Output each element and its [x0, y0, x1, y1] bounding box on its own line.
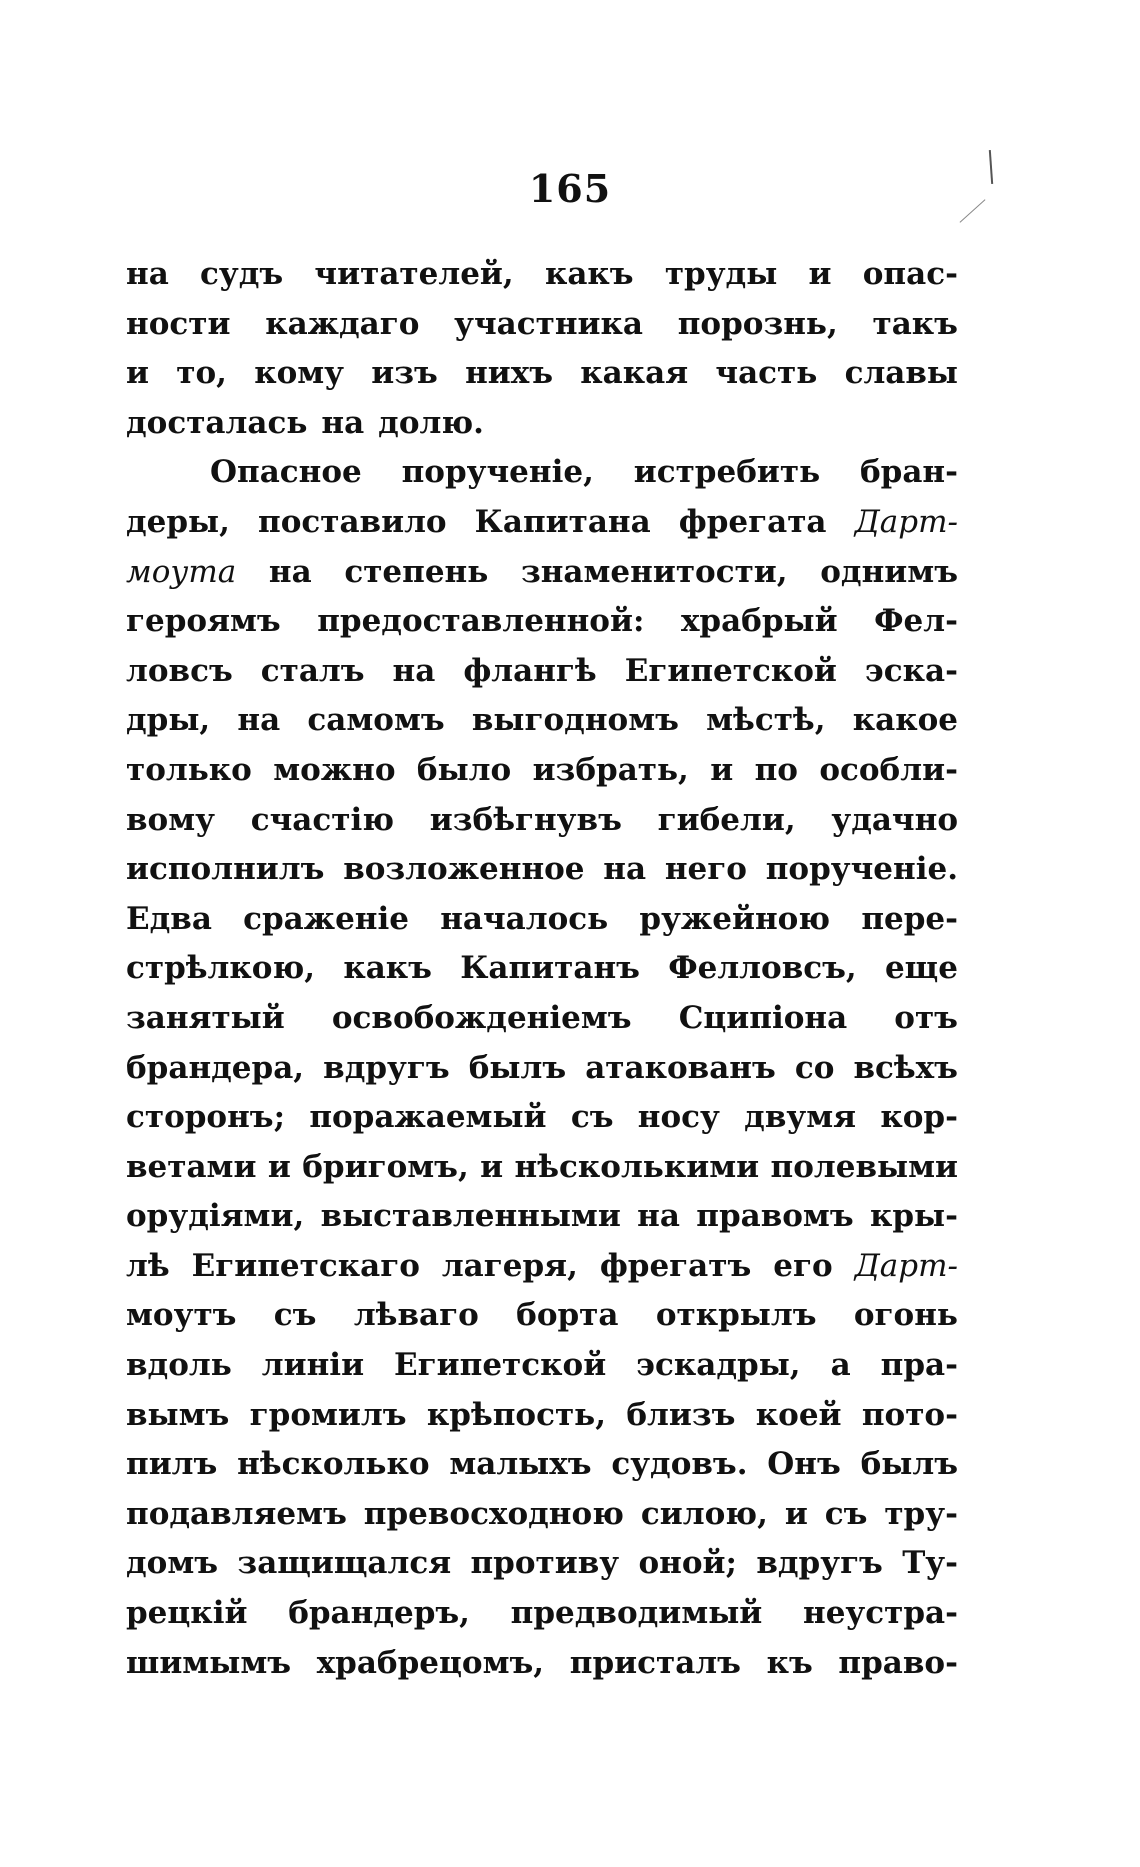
word: на — [392, 652, 436, 689]
word: орудіями, — [126, 1198, 305, 1235]
word: кор- — [880, 1099, 958, 1136]
word: какое — [852, 702, 958, 739]
word: лѣваго — [353, 1297, 479, 1334]
word: пото- — [861, 1396, 958, 1433]
word: и — [267, 1148, 291, 1185]
text-line — [126, 1143, 958, 1193]
word: однимъ — [820, 553, 958, 590]
word: малыхъ — [449, 1446, 592, 1483]
word: пилъ — [126, 1446, 218, 1483]
text-line — [126, 399, 958, 449]
word: опас- — [862, 256, 958, 292]
text-line — [126, 1589, 958, 1639]
word: какая — [580, 355, 689, 392]
word: дры, — [126, 702, 211, 739]
word: шимымъ — [126, 1644, 292, 1681]
word: только — [126, 751, 252, 788]
word: на — [637, 1198, 680, 1235]
word: оной; — [638, 1545, 737, 1582]
word: порученіе. — [765, 851, 958, 888]
word: долю. — [378, 404, 484, 441]
word: труды — [664, 256, 778, 292]
text-line — [126, 994, 958, 1044]
word: Египетской — [394, 1347, 607, 1384]
word: Фелловсъ, — [668, 950, 857, 987]
word: на — [603, 851, 647, 888]
word: носу — [637, 1099, 720, 1136]
word: ловсъ — [126, 652, 233, 689]
text-line — [126, 1391, 958, 1441]
text-line — [126, 548, 958, 598]
word: фрегатъ — [599, 1247, 752, 1284]
word: эска- — [864, 652, 958, 689]
word: порознь, — [677, 305, 838, 342]
word: судъ — [200, 256, 284, 292]
text-line — [126, 1291, 958, 1341]
word: самомъ — [307, 702, 445, 739]
word: и — [480, 1148, 504, 1185]
word: атакованъ — [585, 1049, 776, 1086]
word: огонь — [853, 1297, 958, 1334]
word: каждаго — [265, 305, 420, 342]
word: еще — [884, 950, 958, 987]
word: читателей, — [314, 256, 514, 292]
word: ружейною — [639, 900, 831, 937]
word: правомъ — [696, 1198, 854, 1235]
word: какъ — [544, 256, 634, 292]
word: рецкій — [126, 1595, 248, 1632]
text-line — [126, 944, 958, 994]
text-line — [126, 250, 958, 300]
word: ветами — [126, 1148, 257, 1185]
text-line — [126, 349, 958, 399]
body-text — [126, 250, 958, 1688]
word: Сципіона — [678, 999, 848, 1036]
word: превосходною — [363, 1495, 624, 1532]
word: сталъ — [260, 652, 365, 689]
word: крѣпость, — [426, 1396, 607, 1433]
word: подавляемъ — [126, 1495, 347, 1532]
text-line — [126, 498, 958, 548]
word: фрегата — [678, 503, 827, 540]
word: Опасное — [210, 454, 362, 491]
word: занятый — [126, 999, 285, 1036]
word: деры, — [126, 503, 230, 540]
word: громилъ — [249, 1396, 407, 1433]
word: счастію — [250, 801, 395, 838]
word: храбрый — [680, 603, 838, 640]
word: на — [268, 553, 312, 590]
word: флангѣ — [463, 652, 597, 689]
word: избѣгнувъ — [429, 801, 622, 838]
word: выставленными — [320, 1198, 621, 1235]
word: защищался — [237, 1545, 452, 1582]
word: нихъ — [465, 355, 554, 392]
word: какъ — [343, 950, 432, 987]
text-line — [126, 1490, 958, 1540]
word: выгодномъ — [471, 702, 679, 739]
word: поражаемый — [309, 1099, 547, 1136]
word: ности — [126, 305, 231, 342]
word: можно — [273, 751, 396, 788]
word: возложенное — [343, 851, 585, 888]
word: отъ — [894, 999, 958, 1036]
word: него — [664, 851, 747, 888]
word: къ — [766, 1644, 813, 1681]
word: кому — [254, 355, 345, 392]
word: пра- — [880, 1347, 958, 1384]
word: противу — [470, 1545, 620, 1582]
word: изъ — [371, 355, 438, 392]
text-line — [126, 1192, 958, 1242]
word: Египетской — [624, 652, 837, 689]
text-line — [126, 597, 958, 647]
word: досталась — [126, 404, 308, 441]
word: и — [808, 256, 832, 292]
word: предоставленной: — [317, 603, 645, 640]
word: гибели, — [657, 801, 796, 838]
word: храбрецомъ, — [316, 1644, 545, 1681]
text-line — [126, 1341, 958, 1391]
word: на — [126, 256, 169, 292]
word: знаменитости, — [520, 553, 788, 590]
word: славы — [844, 355, 958, 392]
word: бран- — [859, 454, 958, 491]
text-line — [126, 647, 958, 697]
word: освобожденіемъ — [331, 999, 632, 1036]
page-number: 165 — [528, 166, 612, 211]
word: вдругъ — [323, 1049, 450, 1086]
word: лѣ — [126, 1247, 170, 1284]
text-line — [126, 1242, 958, 1292]
word: его — [773, 1247, 833, 1284]
word: былъ — [468, 1049, 567, 1086]
word: нѣсколькими — [514, 1148, 760, 1185]
word: силою, — [640, 1495, 768, 1532]
word: тру- — [884, 1495, 958, 1532]
word: коей — [755, 1396, 842, 1433]
word: Едва — [126, 900, 212, 937]
text-line — [126, 448, 958, 498]
word: предводимый — [510, 1595, 763, 1632]
word: участника — [454, 305, 643, 342]
text-line — [126, 1539, 958, 1589]
text-line — [126, 1639, 958, 1689]
word: Ту- — [902, 1545, 958, 1582]
text-line — [126, 746, 958, 796]
text-line — [126, 1044, 958, 1094]
word: съ — [570, 1099, 614, 1136]
word: моутъ — [126, 1297, 237, 1334]
word: нѣсколько — [237, 1446, 430, 1483]
word: героямъ — [126, 603, 281, 640]
word: судовъ. — [611, 1446, 748, 1483]
word: право- — [838, 1644, 958, 1681]
word: домъ — [126, 1545, 219, 1582]
word: близъ — [626, 1396, 736, 1433]
word: и — [126, 355, 149, 392]
word: съ — [273, 1297, 317, 1334]
word: былъ — [860, 1446, 958, 1483]
text-line — [126, 696, 958, 746]
word: Фел- — [874, 603, 958, 640]
text-line — [126, 845, 958, 895]
word: а — [830, 1347, 851, 1384]
word: Онъ — [767, 1446, 841, 1483]
word: пере- — [861, 900, 958, 937]
word: и — [710, 751, 734, 788]
word: Дарт- — [854, 1247, 958, 1284]
word: вымъ — [126, 1396, 230, 1433]
word: особли- — [819, 751, 958, 788]
word: вдругъ — [756, 1545, 883, 1582]
text-line — [126, 895, 958, 945]
word: началось — [440, 900, 609, 937]
text-line — [126, 1440, 958, 1490]
word: присталъ — [569, 1644, 741, 1681]
word: Дарт- — [854, 503, 958, 540]
word: бригомъ, — [302, 1148, 469, 1185]
word: исполнилъ — [126, 851, 325, 888]
word: на — [321, 404, 365, 441]
text-line — [126, 300, 958, 350]
word: неустра- — [803, 1595, 958, 1632]
word: сраженіе — [243, 900, 409, 937]
word: борта — [516, 1297, 619, 1334]
word: брандера, — [126, 1049, 305, 1086]
word: Капитанъ — [460, 950, 640, 987]
word: всѣхъ — [853, 1049, 958, 1086]
word: лагеря, — [441, 1247, 578, 1284]
word: часть — [715, 355, 818, 392]
word: моута — [126, 553, 237, 590]
word: со — [794, 1049, 835, 1086]
word: линіи — [261, 1347, 365, 1384]
text-line — [126, 796, 958, 846]
word: такъ — [872, 305, 958, 342]
word: кры- — [869, 1198, 958, 1235]
word: вдоль — [126, 1347, 232, 1384]
word: Капитана — [474, 503, 651, 540]
word: на — [237, 702, 281, 739]
word: сторонъ; — [126, 1099, 286, 1136]
word: мѣстѣ, — [706, 702, 826, 739]
word: двумя — [744, 1099, 857, 1136]
word: Египетскаго — [191, 1247, 420, 1284]
word: поставило — [258, 503, 447, 540]
word: удачно — [831, 801, 958, 838]
word: истребить — [633, 454, 821, 491]
word: стрѣлкою, — [126, 950, 316, 987]
word: и — [784, 1495, 808, 1532]
text-line — [126, 1093, 958, 1143]
word: степень — [344, 553, 489, 590]
word: избрать, — [532, 751, 689, 788]
word: порученіе, — [401, 454, 594, 491]
word: по — [754, 751, 798, 788]
word: брандеръ, — [288, 1595, 470, 1632]
word: съ — [824, 1495, 868, 1532]
word: эскадры, — [636, 1347, 801, 1384]
word: полевыми — [770, 1148, 958, 1185]
word: было — [416, 751, 512, 788]
word: открылъ — [655, 1297, 817, 1334]
word: вому — [126, 801, 215, 838]
word: то, — [176, 355, 227, 392]
